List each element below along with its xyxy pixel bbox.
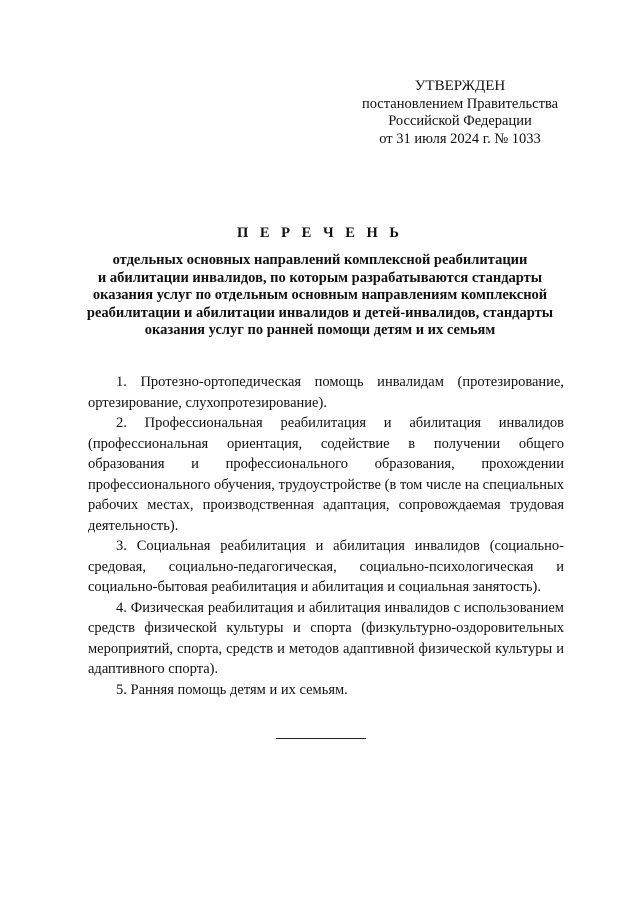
list-item: 1. Протезно-ортопедическая помощь инвалидам (протезирование, ортезирование, слухопротезирование). bbox=[88, 374, 564, 411]
list-item: 2. Профессиональная реабилитация и абилитация инвалидов (профессиональная ориентация, содействие в получении общего образования и профессионального образования, прохождении профессионального обучения, трудоустройстве (в том числе на специальных рабочих местах, производственная адаптация, сопровождаемая трудовая деятельность). bbox=[88, 415, 564, 534]
approval-line: от 31 июля 2024 г. № 1033 bbox=[379, 130, 541, 147]
document-title: П Е Р Е Ч Е Н Ь bbox=[236, 225, 404, 241]
approval-line: постановлением Правительства bbox=[361, 95, 559, 112]
approval-block bbox=[330, 78, 590, 148]
approval-title: УТВЕРЖДЕН bbox=[414, 78, 506, 94]
end-separator-line bbox=[276, 738, 366, 739]
list-item: 4. Физическая реабилитация и абилитация инвалидов с использованием средств физической культуры и спорта (физкультурно-оздоровительных мероприятий, спорта, средств и методов адаптивной физической культуры и адаптивного спорта). bbox=[88, 599, 564, 677]
document-subtitle bbox=[60, 252, 580, 340]
list-item: 3. Социальная реабилитация и абилитация инвалидов (социально-средовая, социально-педагогическая, социально-психологическая и социально-бытовая реабилитация и абилитация и социальная занятость). bbox=[88, 538, 564, 595]
subtitle-line: оказания услуг по ранней помощи детям и их семьям bbox=[144, 322, 496, 338]
subtitle-line: оказания услуг по отдельным основным направлениям комплексной bbox=[92, 287, 548, 303]
subtitle-line: реабилитации и абилитации инвалидов и детей-инвалидов, стандарты bbox=[86, 304, 554, 321]
document-body bbox=[88, 372, 564, 700]
subtitle-line: и абилитации инвалидов, по которым разрабатываются стандарты bbox=[97, 269, 543, 286]
subtitle-line: отдельных основных направлений комплексной реабилитации bbox=[112, 252, 528, 268]
approval-line: Российской Федерации bbox=[388, 113, 532, 129]
list-item: 5. Ранняя помощь детям и их семьям. bbox=[116, 681, 348, 698]
